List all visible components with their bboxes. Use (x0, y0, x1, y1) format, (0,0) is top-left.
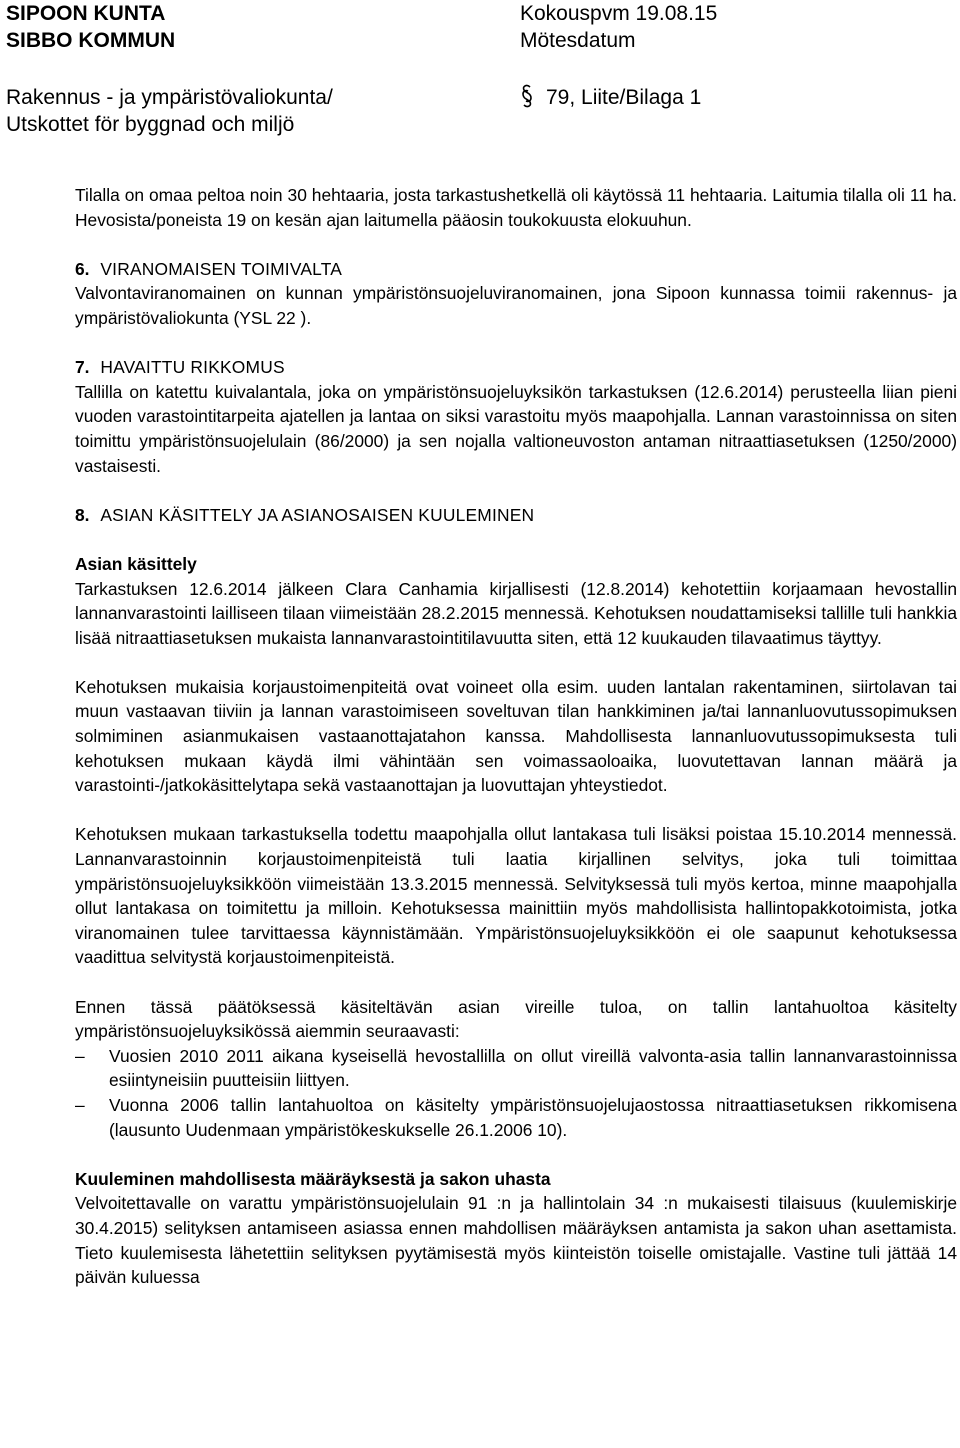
section-7-heading (75, 355, 957, 380)
committee-block (6, 84, 333, 138)
kuuleminen-heading: Kuuleminen mahdollisesta määräyksestä ja sakon uhasta (75, 1168, 551, 1189)
bullet-dash: – (75, 1094, 85, 1115)
kuuleminen-text: Velvoitettavalle on varattu ympäristönsuojelulain 91 :n ja hallintolain 34 :n mukaisesti tilaisuus (kuulemiskirje 30.4.2015) selityksen antamiseen asiassa ennen mahdollisen määräyksen antamista ja sakon uhan asettamista. Tieto kuulemisesta lähetettiin selityksen pyytämisestä myös kiinteistön toiselle omistajalle. Vastine tuli jättää 14 päivän kuluessa (75, 1193, 957, 1288)
committee-sv: Utskottet för byggnad och miljö (6, 113, 295, 136)
list-item-text: Vuosien 2010 2011 aikana kyseisellä hevostallilla on ollut vireillä valvonta-asia tallin lannanvarastoinnissa esiintyneisiin puutteisiin liittyen. (109, 1045, 957, 1091)
asian-kasittely-p4: Ennen tässä päätöksessä käsiteltävän asian vireille tuloa, on tallin lantahuoltoa käsitelty ympäristönsuojeluyksikössä aiemmin seuraavasti: (75, 996, 957, 1042)
section-8-heading (75, 503, 957, 528)
section-6-title: VIRANOMAISEN TOIMIVALTA (100, 258, 343, 279)
committee-fi: Rakennus - ja ympäristövaliokunta/ (6, 86, 333, 109)
org-name-fi: SIPOON KUNTA (6, 2, 166, 25)
list-item (75, 1044, 957, 1093)
list-item (75, 1093, 957, 1142)
section-ref: 79, Liite/Bilaga 1 (546, 86, 702, 109)
org-name-sv: SIBBO KOMMUN (6, 29, 176, 52)
section-8-title: ASIAN KÄSITTELY JA ASIANOSAISEN KUULEMINEN (100, 504, 535, 525)
bullet-dash: – (75, 1045, 85, 1066)
section-7-text: Tallilla on katettu kuivalantala, joka on ympäristönsuojeluyksikön tarkastuksen (12.6.2014) perusteella liian pieni vuoden varastointitarpeita ajatellen ja lantaa on siksi varastoitu myös maapohjalla. Lannan varastoinnissa on siten toimittu ympäristönsuojelulain (86/2000) ja sen nojalla valtioneuvoston antaman nitraattiasetuksen (1250/2000) vastaisesti. (75, 381, 957, 476)
asian-kasittely-p2: Kehotuksen mukaisia korjaustoimenpiteitä ovat voineet olla esim. uuden lantalan rakentaminen, siirtolavan tai muun vastaavan tiiviin ja lannan varastoimiseen soveltuvan tilan hankkiminen ja/tai lannanluovutussopimuksen solmiminen asianmukaisen vastaanottajatahon kanssa. Mahdollisesta lannanluovutussopimuksesta tuli kehotuksen mukaan käydä ilmi vähintään sen voimassaoloaika, luovutettavan lannan määrä ja varastointi-/jatkokäsittelytapa sekä vastaanottajan ja luovuttajan yhteystiedot. (75, 676, 957, 796)
section-6-heading (75, 257, 957, 282)
intro-paragraph: Tilalla on omaa peltoa noin 30 hehtaaria, josta tarkastushetkellä oli käytössä 11 hehtaaria. Laitumia tilalla oli 11 ha. Hevosista/poneista 19 on kesän ajan laitumella pääosin toukokuusta elokuuhun. (75, 185, 957, 230)
section-ref-block (520, 84, 701, 111)
section-7-title: HAVAITTU RIKKOMUS (100, 357, 285, 378)
asian-kasittely-heading: Asian käsittely (75, 553, 197, 574)
section-sign-icon (520, 84, 534, 111)
section-6-text: Valvontaviranomainen on kunnan ympäristönsuojeluviranomainen, jona Sipoon kunnassa toimii rakennus- ja ympäristövaliokunta (YSL 22 ). (75, 283, 957, 328)
meeting-date-sv: Mötesdatum (520, 29, 636, 52)
section-7-number: 7. (75, 357, 90, 378)
meeting-date: Kokouspvm 19.08.15 (520, 2, 718, 25)
org-name-block (6, 0, 175, 54)
meeting-date-block (520, 0, 717, 54)
asian-kasittely-p1: Tarkastuksen 12.6.2014 jälkeen Clara Canhamia kirjallisesti (12.8.2014) kehotettiin korjaamaan hevostallin lannanvarastointi lailliseen tilaan viimeistään 28.2.2015 mennessä. Kehotuksen noudattamiseksi tallille tuli hankkia lisää nitraattiasetuksen mukaista lannanvarastointitilavuutta siten, että 12 kuukauden tilavaatimus täyttyy. (75, 578, 957, 648)
asian-kasittely-p3: Kehotuksen mukaan tarkastuksella todettu maapohjalla ollut lantakasa tuli lisäksi poistaa 15.10.2014 mennessä. Lannanvarastoinnin korjaustoimenpiteistä tuli laatia kirjallinen selvitys, joka tuli toimittaa ympäristönsuojeluyksikköön viimeistään 13.3.2015 mennessä. Selvityksessä tuli myös kertoa, minne maapohjalla ollut lantakasa on toimitettu ja milloin. Kehotuksessa mainittiin myös mahdollisista hallintopakkotoimista, jotka viranomainen tulee tarvittaessa käynnistämään. Ympäristönsuojeluyksikköön ei ole saapunut kehotuksessa vaadittua selvitystä korjaustoimenpiteistä. (75, 824, 957, 968)
list-item-text: Vuonna 2006 tallin lantahuoltoa on käsitelty ympäristönsuojelujaostossa nitraattiasetuksen rikkomisena (lausunto Uudenmaan ympäristökeskukselle 26.1.2006 10). (109, 1094, 957, 1140)
section-6-number: 6. (75, 258, 90, 279)
document-body (75, 183, 957, 1290)
section-8-number: 8. (75, 504, 90, 525)
